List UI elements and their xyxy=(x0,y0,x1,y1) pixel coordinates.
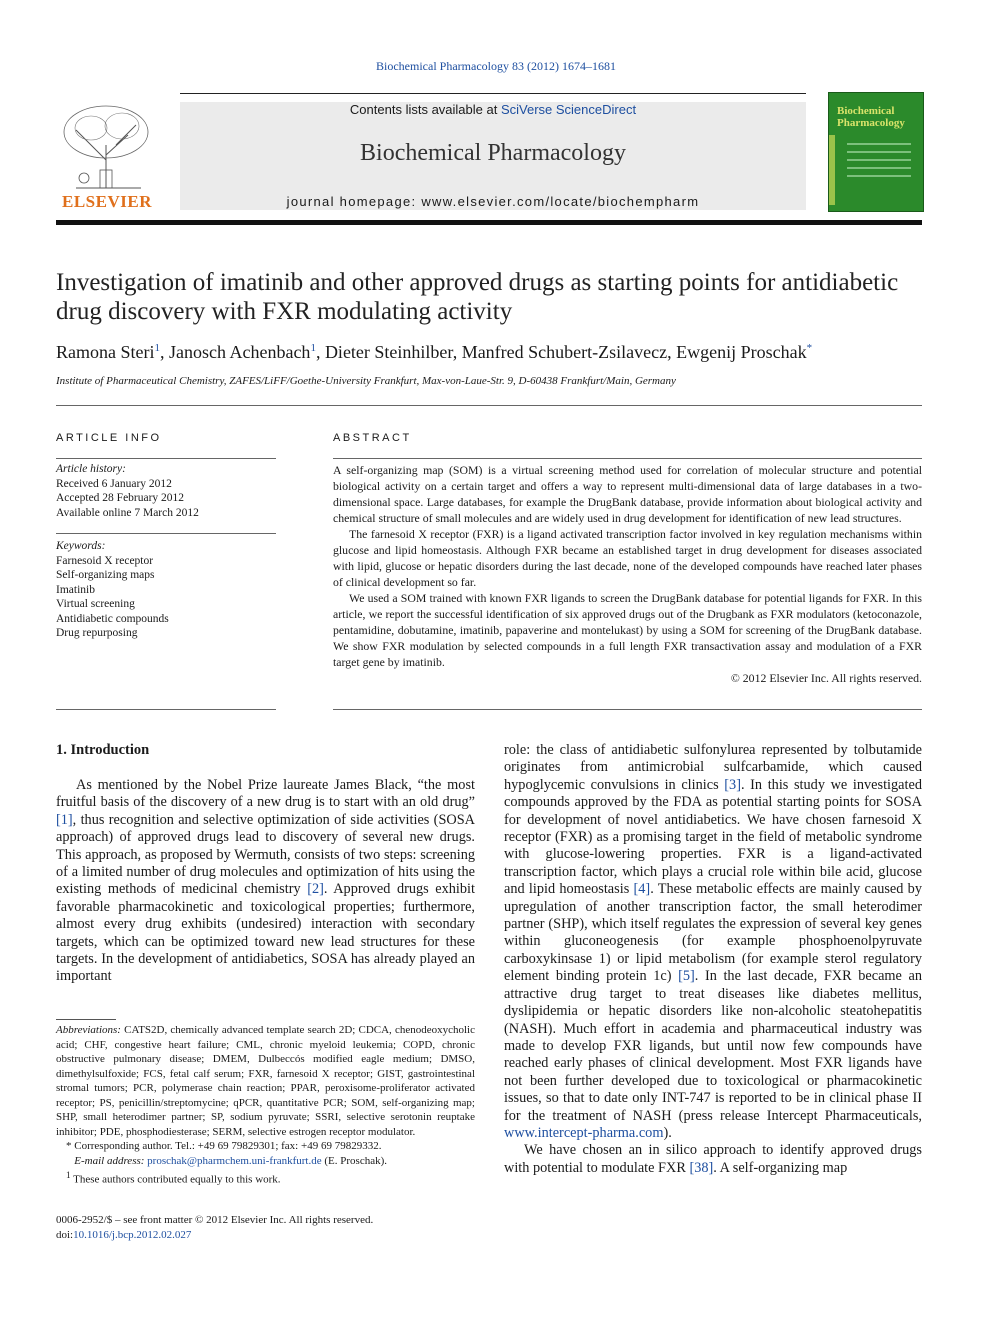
footnote-rule xyxy=(56,1019,116,1020)
front-matter xyxy=(56,1213,373,1242)
keywords xyxy=(56,539,276,641)
journal-homepage[interactable]: journal homepage: www.elsevier.com/locate/biochempharm xyxy=(286,194,700,209)
article-info-heading: ARTICLE INFO xyxy=(56,432,162,444)
abstract-paragraph: We used a SOM trained with known FXR ligands to screen the DrugBank database for potential ligands for FXR. In this article, we report the successful identification of six approved drugs out of the Drugbank as FXR modulators (ketoconazole, pentamidine, dobutamine, imatinib, papaverine and montelukast) by using a SOM for screening of the DrugBank database. We show FXR modulation by selected compounds in a full length FXR transactivation assay and modulation of a FXR target gene by imatinib. xyxy=(333,591,922,669)
abstract-body xyxy=(333,462,922,686)
body-paragraph: role: the class of antidiabetic sulfonylurea represented by tolbutamide originates from antimicrobial sulfcarbamide, which caused hypoglycemic convulsions in clinics [3]. In this study we investigated compounds approved by the FDA as potential starting points for SOSA for development of novel antidiabetics. We have chosen farnesoid X receptor (FXR) as a promising target in the field of metabolic syndrome with glucose-lowering properties. FXR is a ligand-activated transcription factor, which plays a crucial role within bile acid, glucose and lipid homeostasis [4]. These metabolic effects are mainly caused by upregulation of another transcription factor, the small heterodimer partner (SHP), which itself regulates the expression of several key genes within gluconeogenesis (for example phosphoenolpyruvate carboxykinsase 1) or lipid metabolism (for example sterol regulatory element binding protein 1c) [5]. In the last decade, FXR became an attractive drug target to treat diseases like diabetes mellitus, dyslipidemia or hepatic disorders like non-alcoholic steatohepatitis (NASH). Much effort in academia and pharmaceutical industry was made to develop FXR ligands, but until now few compounds have reached early phases of clinical development. Most FXR ligands have not been further developed due to toxicological or pharmacokinetic issues, so that to date only INT-747 is reported to be in clinical phase II for the treatment of NASH (press release Intercept Pharmaceuticals, www.intercept-pharma.com). xyxy=(504,742,922,1141)
keywords-rule xyxy=(56,533,276,534)
author[interactable]: Ramona Steri$^1$ xyxy=(56,342,160,362)
journal-name: Biochemical Pharmacology xyxy=(360,140,626,166)
keywords-label: Keywords: xyxy=(56,540,106,552)
elsevier-wordmark: ELSEVIER xyxy=(62,192,152,211)
body-paragraph: We have chosen an in silico approach to identify approved drugs with potential to modulate FXR [38]. A self-organizing map xyxy=(504,1142,922,1176)
body-column-left xyxy=(56,777,475,986)
reference-link[interactable]: [38] xyxy=(689,1159,714,1176)
abbreviations-footnote: Abbreviations: CATS2D, chemically advanced template search 2D; CDCA, chenodeoxycholic acid; CHF, congestive heart failure; CML, chronic myeloid leukemia; COPD, chronic obstructive pulmonary disease; DMEM, Dulbeccós modified eagle medium; DMSO, dimethylsulfoxide; FCS, fetal calf serum; FXR, farnesoid X receptor; GIST, gastrointestinal stromal tumors; PCR, polymerase chain reaction; PPAR, peroxisome-proliferator activated receptor; PS, penicillin/streptomycine; qPCR, quantitative PCR; SOM, self-organizing map; SHP, small heterodimer partner; SP, sodium pyruvate; SSRI, selective serotonin reuptake inhibitor; PDE, phosphodiesterase; SERM, selective estrogen receptor modulator. xyxy=(56,1024,475,1138)
reference-link[interactable]: [2] xyxy=(307,881,324,898)
doi-line: doi:10.1016/j.bcp.2012.02.027 xyxy=(56,1228,192,1241)
abstract-bottom-rule xyxy=(333,709,922,710)
elsevier-tree-icon xyxy=(56,100,158,192)
author[interactable]: Janosch Achenbach$^1$ xyxy=(168,342,316,362)
journal-citation[interactable]: Biochemical Pharmacology 83 (2012) 1674–1681 xyxy=(376,59,616,73)
reference-link[interactable]: [1] xyxy=(56,811,73,828)
info-bottom-rule xyxy=(56,709,276,710)
author[interactable]: Dieter Steinhilber xyxy=(324,342,453,362)
header-thick-rule xyxy=(56,220,922,225)
equal-contribution-footnote: $^1$ These authors contributed equally to this work. xyxy=(66,1170,281,1186)
cover-title: Biochemical Pharmacology xyxy=(837,105,905,129)
affiliation: Institute of Pharmaceutical Chemistry, ZAFES/LiFF/Goethe-University Frankfurt, Max-von-Laue-Str. 9, D-60438 Frankfurt/Main, Germany xyxy=(56,375,676,387)
title-rule xyxy=(56,405,922,406)
cover-strip xyxy=(829,135,835,205)
doi-link[interactable]: 10.1016/j.bcp.2012.02.027 xyxy=(73,1228,192,1241)
author[interactable]: Ewgenij Proschak* xyxy=(676,342,813,362)
abstract-copyright: © 2012 Elsevier Inc. All rights reserved. xyxy=(730,671,922,685)
history-label: Article history: xyxy=(56,463,126,475)
history-received: Received 6 January 2012 xyxy=(56,477,172,490)
reference-link[interactable]: www.intercept-pharma.com xyxy=(504,1124,664,1141)
abstract-paragraph: A self-organizing map (SOM) is a virtual screening method used for correlation of molecular structure and potential biological activity on a certain target and offers a way to represent multi-dimensional data of large databases in a two-dimensional space. Large databases, for example the DrugBank database, provide information about biological activity and chemical structure of small molecules and are widely used in drug development for identification of new lead structures. xyxy=(333,463,922,525)
abstract-rule xyxy=(333,458,922,459)
front-matter-line: 0006-2952/$ – see front matter © 2012 Elsevier Inc. All rights reserved. xyxy=(56,1214,374,1226)
abstract-heading: ABSTRACT xyxy=(333,432,412,444)
section-heading-introduction: 1. Introduction xyxy=(56,742,150,758)
footnotes xyxy=(56,1023,475,1187)
contents-prefix: Contents lists available at xyxy=(349,102,501,117)
article-history xyxy=(56,462,276,520)
body-paragraph: As mentioned by the Nobel Prize laureate James Black, “the most fruitful basis of the discovery of a new drug is to start with an old drug” [1], thus recognition and selective optimization of side activities (SOSA approach) of approved drugs lead to discovery of several new drugs. This approach, as proposed by Wermuth, consists of two steps: screening of a limited number of drug molecules and optimization of hits using the existing methods of medicinal chemistry [2]. Approved drugs exhibit favorable pharmacokinetic and toxicological properties; furthermore, almost every drug exhibits (undesired) interaction with secondary targets, which can be optimized toward new lead structures for these targets. In the development of antidiabetics, SOSA has already played an important xyxy=(56,777,475,985)
keyword: Imatinib xyxy=(56,583,95,596)
author[interactable]: Manfred Schubert-Zsilavecz xyxy=(461,342,668,362)
keyword: Drug repurposing xyxy=(56,627,138,639)
reference-link[interactable]: [5] xyxy=(678,968,695,985)
reference-link[interactable]: [4] xyxy=(633,881,651,898)
history-accepted: Accepted 28 February 2012 xyxy=(56,492,185,504)
body-column-right xyxy=(504,742,922,1177)
article-title: Investigation of imatinib and other approved drugs as starting points for antidiabetic drug discovery with FXR modulating activity xyxy=(56,269,899,325)
cover-lines xyxy=(847,143,911,183)
abbreviations-label: Abbreviations: xyxy=(56,1024,121,1036)
header-rule xyxy=(180,93,806,94)
email-footnote: E-mail address: proschak@pharmchem.uni-frankfurt.de (E. Proschak). xyxy=(74,1154,387,1167)
journal-banner xyxy=(180,102,806,210)
reference-link[interactable]: [3] xyxy=(724,776,741,793)
keyword: Antidiabetic compounds xyxy=(56,612,169,625)
keyword: Virtual screening xyxy=(56,598,135,610)
author-list: Ramona Steri$^1$, Janosch Achenbach$^1$, Dieter Steinhilber, Manfred Schubert-Zsilavecz, Ewgenij Proschak* xyxy=(56,342,813,362)
abstract-paragraph: The farnesoid X receptor (FXR) is a ligand activated transcription factor involved in key regulation mechanisms within glucose and lipid homeostasis. Although FXR became an established target in drug development for diseases associated with lipid, glucose or hepatic disorders during the last decade, none of the developed compounds have reached later phases of clinical development so far. xyxy=(333,527,922,589)
keyword: Farnesoid X receptor xyxy=(56,554,154,567)
contents-line xyxy=(180,102,806,117)
sciencedirect-link[interactable]: SciVerse ScienceDirect xyxy=(500,102,637,117)
journal-cover-thumbnail[interactable] xyxy=(828,92,924,212)
history-online: Available online 7 March 2012 xyxy=(56,506,199,519)
email-link[interactable]: proschak@pharmchem.uni-frankfurt.de xyxy=(147,1154,322,1167)
keyword: Self-organizing maps xyxy=(56,569,155,581)
elsevier-logo[interactable] xyxy=(56,100,158,212)
corresponding-footnote: * Corresponding author. Tel.: +49 69 79829301; fax: +49 69 79829332. xyxy=(66,1140,382,1152)
article-info-rule xyxy=(56,458,276,459)
